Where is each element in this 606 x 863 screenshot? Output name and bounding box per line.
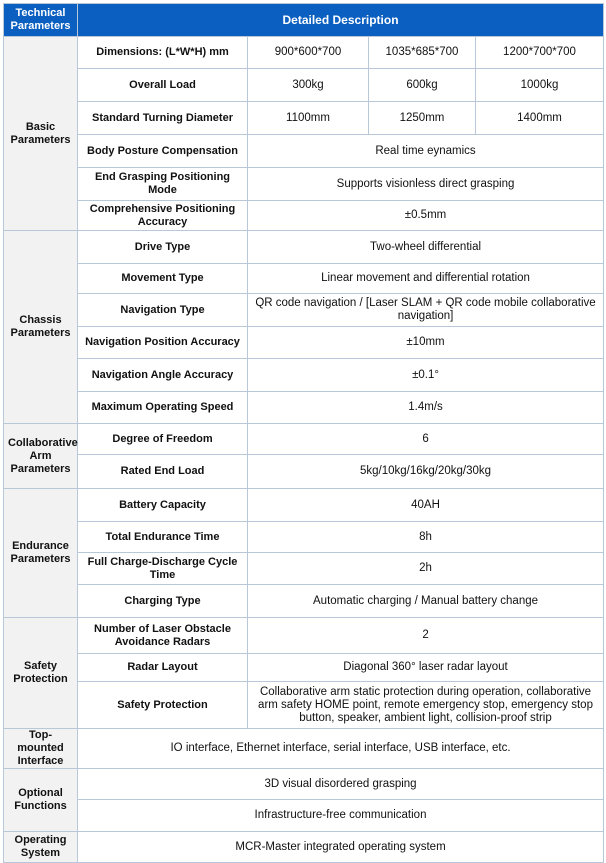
value-navigation-type: QR code navigation / [Laser SLAM + QR code mobile collaborative navigation]: [248, 294, 604, 327]
value-safety-protection: Collaborative arm static protection during operation, collaborative arm safety HOME point, remote emergency stop, emergency stop button, speaker, ambient light, collision-proof strip: [248, 682, 604, 729]
category-optional-functions: Optional Functions: [4, 769, 78, 832]
table-row: [4, 553, 604, 585]
label-degree-of-freedom: Degree of Freedom: [78, 424, 248, 455]
label-charging-type: Charging Type: [78, 585, 248, 618]
label-body-posture: Body Posture Compensation: [78, 135, 248, 168]
table-row: [4, 135, 604, 168]
table-row: [4, 769, 604, 800]
category-endurance-parameters: Endurance Parameters: [4, 489, 78, 618]
value-turning-diameter-1: 1100mm: [248, 102, 369, 135]
value-radar-layout: Diagonal 360° laser radar layout: [248, 654, 604, 682]
category-chassis-parameters: Chassis Parameters: [4, 231, 78, 424]
value-laser-radars: 2: [248, 618, 604, 654]
table-row: [4, 231, 604, 264]
value-battery-capacity: 40AH: [248, 489, 604, 522]
header-technical-parameters: Technical Parameters: [4, 4, 78, 37]
value-rated-end-load: 5kg/10kg/16kg/20kg/30kg: [248, 455, 604, 489]
table-row: [4, 102, 604, 135]
value-charge-cycle-time: 2h: [248, 553, 604, 585]
table-row: [4, 585, 604, 618]
value-positioning-accuracy: ±0.5mm: [248, 201, 604, 231]
category-top-mounted-interface: Top-mounted Interface: [4, 729, 78, 769]
label-end-grasping: End Grasping Positioning Mode: [78, 168, 248, 201]
table-row: [4, 327, 604, 359]
table-row: [4, 682, 604, 729]
label-dimensions: Dimensions: (L*W*H) mm: [78, 37, 248, 69]
value-optional-function-1: 3D visual disordered grasping: [78, 769, 604, 800]
table-row: [4, 800, 604, 832]
label-safety-protection: Safety Protection: [78, 682, 248, 729]
label-navigation-type: Navigation Type: [78, 294, 248, 327]
table-row: [4, 201, 604, 231]
header-row: [4, 4, 604, 37]
table-row: [4, 522, 604, 553]
value-nav-angle-accuracy: ±0.1°: [248, 359, 604, 392]
label-nav-angle-accuracy: Navigation Angle Accuracy: [78, 359, 248, 392]
value-degree-of-freedom: 6: [248, 424, 604, 455]
value-overall-load-1: 300kg: [248, 69, 369, 102]
label-rated-end-load: Rated End Load: [78, 455, 248, 489]
label-total-endurance-time: Total Endurance Time: [78, 522, 248, 553]
value-nav-position-accuracy: ±10mm: [248, 327, 604, 359]
category-collaborative-arm: Collaborative Arm Parameters: [4, 424, 78, 489]
table-row: [4, 294, 604, 327]
value-dimensions-1: 900*600*700: [248, 37, 369, 69]
value-movement-type: Linear movement and differential rotation: [248, 264, 604, 294]
spec-table: [3, 3, 604, 863]
table-row: [4, 654, 604, 682]
label-radar-layout: Radar Layout: [78, 654, 248, 682]
table-row: [4, 392, 604, 424]
label-turning-diameter: Standard Turning Diameter: [78, 102, 248, 135]
category-operating-system: Operating System: [4, 832, 78, 863]
label-charge-cycle-time: Full Charge-Discharge Cycle Time: [78, 553, 248, 585]
label-laser-radars: Number of Laser Obstacle Avoidance Radars: [78, 618, 248, 654]
table-row: [4, 729, 604, 769]
value-overall-load-2: 600kg: [369, 69, 476, 102]
value-operating-system: MCR-Master integrated operating system: [78, 832, 604, 863]
value-optional-function-2: Infrastructure-free communication: [78, 800, 604, 832]
label-battery-capacity: Battery Capacity: [78, 489, 248, 522]
table-row: [4, 489, 604, 522]
header-detailed-description: Detailed Description: [78, 4, 604, 37]
value-charging-type: Automatic charging / Manual battery change: [248, 585, 604, 618]
table-row: [4, 832, 604, 863]
table-row: [4, 264, 604, 294]
value-body-posture: Real time eynamics: [248, 135, 604, 168]
value-dimensions-2: 1035*685*700: [369, 37, 476, 69]
label-overall-load: Overall Load: [78, 69, 248, 102]
value-turning-diameter-2: 1250mm: [369, 102, 476, 135]
label-movement-type: Movement Type: [78, 264, 248, 294]
value-end-grasping: Supports visionless direct grasping: [248, 168, 604, 201]
value-top-mounted-interface: IO interface, Ethernet interface, serial interface, USB interface, etc.: [78, 729, 604, 769]
category-safety-protection: Safety Protection: [4, 618, 78, 729]
category-basic-parameters: Basic Parameters: [4, 37, 78, 231]
table-row: [4, 424, 604, 455]
label-max-speed: Maximum Operating Speed: [78, 392, 248, 424]
value-turning-diameter-3: 1400mm: [476, 102, 604, 135]
value-total-endurance-time: 8h: [248, 522, 604, 553]
value-drive-type: Two-wheel differential: [248, 231, 604, 264]
value-max-speed: 1.4m/s: [248, 392, 604, 424]
table-row: [4, 37, 604, 69]
value-dimensions-3: 1200*700*700: [476, 37, 604, 69]
label-drive-type: Drive Type: [78, 231, 248, 264]
value-overall-load-3: 1000kg: [476, 69, 604, 102]
table-row: [4, 168, 604, 201]
table-row: [4, 69, 604, 102]
label-positioning-accuracy: Comprehensive Positioning Accuracy: [78, 201, 248, 231]
label-nav-position-accuracy: Navigation Position Accuracy: [78, 327, 248, 359]
table-row: [4, 455, 604, 489]
table-row: [4, 359, 604, 392]
table-row: [4, 618, 604, 654]
